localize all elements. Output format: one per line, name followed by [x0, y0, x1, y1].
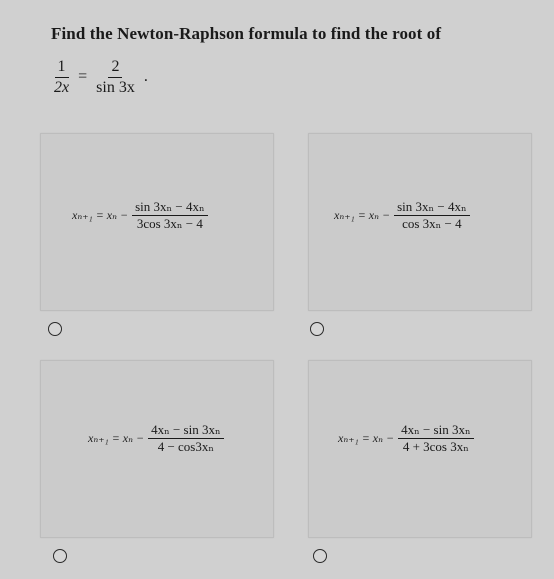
option-a-formula [72, 200, 208, 232]
equals-sign: = [78, 68, 88, 86]
rhs-fraction [93, 58, 138, 96]
option-a-numerator: sin 3xₙ − 4xₙ [132, 200, 208, 216]
question-text: Find the Newton-Raphson formula to find the root of [51, 24, 442, 43]
option-b-numerator: sin 3xₙ − 4xₙ [394, 200, 470, 216]
option-d-radio[interactable] [313, 549, 327, 563]
option-d-fraction [398, 423, 474, 455]
lhs-fraction [51, 58, 72, 96]
option-b-lhs: xₙ₊₁ = xₙ − [334, 208, 391, 223]
option-a-lhs: xₙ₊₁ = xₙ − [72, 208, 129, 223]
option-c-fraction [148, 423, 224, 455]
option-a-radio[interactable] [48, 322, 62, 336]
option-b-fraction [394, 200, 470, 232]
option-b-radio[interactable] [310, 322, 324, 336]
option-d-formula [338, 423, 474, 455]
rhs-numerator: 2 [108, 58, 122, 78]
option-d-denominator: 4 + 3cos 3xₙ [402, 439, 469, 455]
option-c-lhs: xₙ₊₁ = xₙ − [88, 431, 145, 446]
lhs-denominator: 2x [54, 78, 70, 96]
option-a-denominator: 3cos 3xₙ − 4 [136, 216, 203, 232]
option-b-formula [334, 200, 470, 232]
option-b-denominator: cos 3xₙ − 4 [402, 216, 462, 232]
option-d-numerator: 4xₙ − sin 3xₙ [398, 423, 474, 439]
question-equation [51, 58, 148, 96]
option-c-numerator: 4xₙ − sin 3xₙ [148, 423, 224, 439]
option-a-fraction [132, 200, 208, 232]
equation-period: . [143, 68, 148, 86]
option-c-denominator: 4 − cos3xₙ [157, 439, 214, 455]
rhs-denominator: sin 3x [96, 78, 135, 96]
option-c-radio[interactable] [53, 549, 67, 563]
option-d-lhs: xₙ₊₁ = xₙ − [338, 431, 395, 446]
lhs-numerator: 1 [55, 58, 69, 78]
option-c-formula [88, 423, 224, 455]
